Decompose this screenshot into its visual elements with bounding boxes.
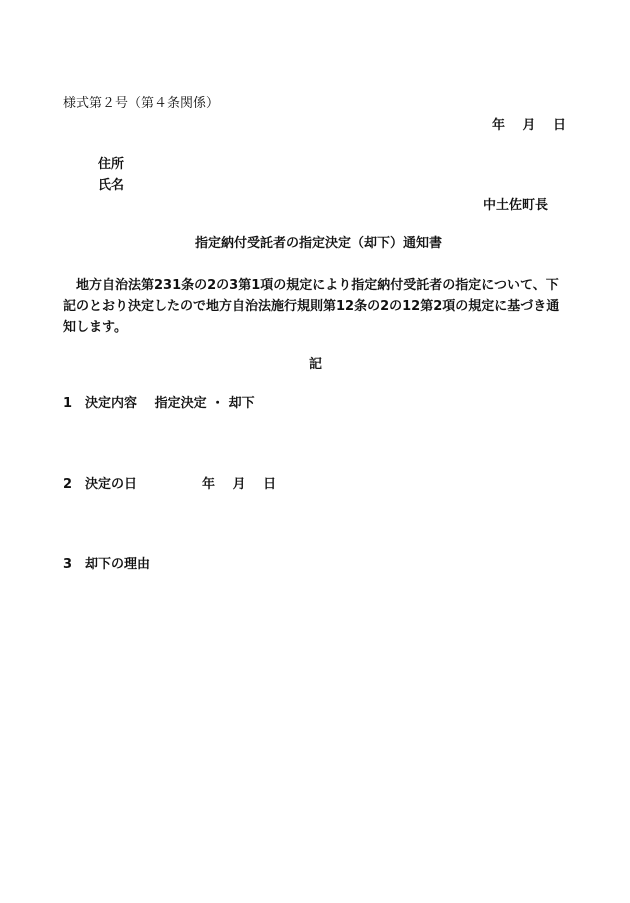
- name-label: 氏名: [98, 178, 125, 193]
- issue-date-line: 年 月 日: [492, 118, 567, 133]
- issuer-name: 中土佐町長: [483, 198, 549, 213]
- address-label: 住所: [98, 157, 125, 172]
- item-decision-date: 2 決定の日 年 月 日: [63, 477, 277, 492]
- item-rejection-reason: 3 却下の理由: [63, 557, 151, 572]
- ki-heading: 記: [309, 357, 323, 372]
- body-paragraph: 地方自治法第231条の2の3第1項の規定により指定納付受託者の指定について、下記のとおり決定したので地方自治法施行規則第12条の2の12第2項の規定に基づき通知します。: [63, 278, 560, 335]
- form-number: 様式第２号（第４条関係）: [63, 96, 220, 111]
- item-decision-content: 1 決定内容 指定決定 ・ 却下: [63, 396, 255, 411]
- document-title: 指定納付受託者の指定決定（却下）通知書: [195, 236, 443, 251]
